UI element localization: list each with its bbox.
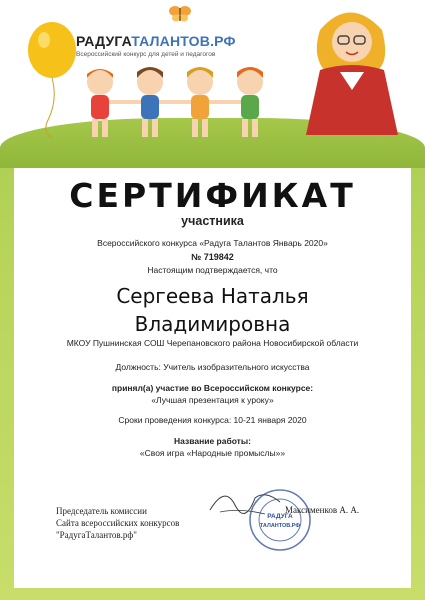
work-label: Название работы: [174, 436, 251, 446]
contest-dates: Сроки проведения конкурса: 10-21 января 2020 [118, 415, 307, 425]
recipient-name-line2: Владимировна [134, 312, 291, 336]
footer-signer: Максименков А. А. [285, 505, 360, 515]
certificate-number: № 719842 [191, 252, 234, 262]
stamp-line2: ТАЛАНТОВ.РФ [259, 523, 301, 529]
recipient-name [14, 282, 411, 338]
butterfly-icon [168, 4, 192, 24]
stamp-seal [248, 488, 312, 552]
school-name: МКОУ Пушнинская СОШ Черепановского района Новосибирской области [66, 338, 359, 348]
work-title: «Своя игра «Народные промыслы»» [139, 448, 286, 458]
accepted-text: принял(а) участие во Всероссийском конкурсе: [111, 383, 314, 393]
footer-line3: "РадугаТалантов.рф" [56, 530, 137, 541]
footer-line2: Сайта всероссийских конкурсов [56, 518, 180, 529]
teacher-illustration [290, 0, 410, 140]
footer-line1: Председатель комиссии [56, 506, 147, 516]
brand-subtitle: Всероссийский конкурс для детей и педагогов [76, 51, 216, 58]
recipient-name-line1: Сергеева Наталья [116, 284, 309, 308]
position-text: Должность: Учитель изобразительного искусства [115, 362, 310, 372]
confirm-text: Настоящим подтверждается, что [147, 265, 278, 275]
header-illustration [0, 0, 425, 160]
certificate-subtitle: участника [181, 214, 244, 228]
stamp-line1: РАДУГА [267, 513, 293, 520]
contest-name: Всероссийского конкурса «Радуга Талантов Январь 2020» [97, 238, 328, 248]
nomination-text: «Лучшая презентация к уроку» [151, 395, 274, 405]
children-illustration [70, 62, 300, 142]
brand-main: РАДУГА [76, 33, 132, 49]
footer-chairman [56, 505, 179, 541]
brand-accent: ТАЛАНТОВ.РФ [131, 33, 236, 49]
brand-name [76, 33, 266, 49]
certificate-title: СЕРТИФИКАТ [69, 176, 356, 215]
